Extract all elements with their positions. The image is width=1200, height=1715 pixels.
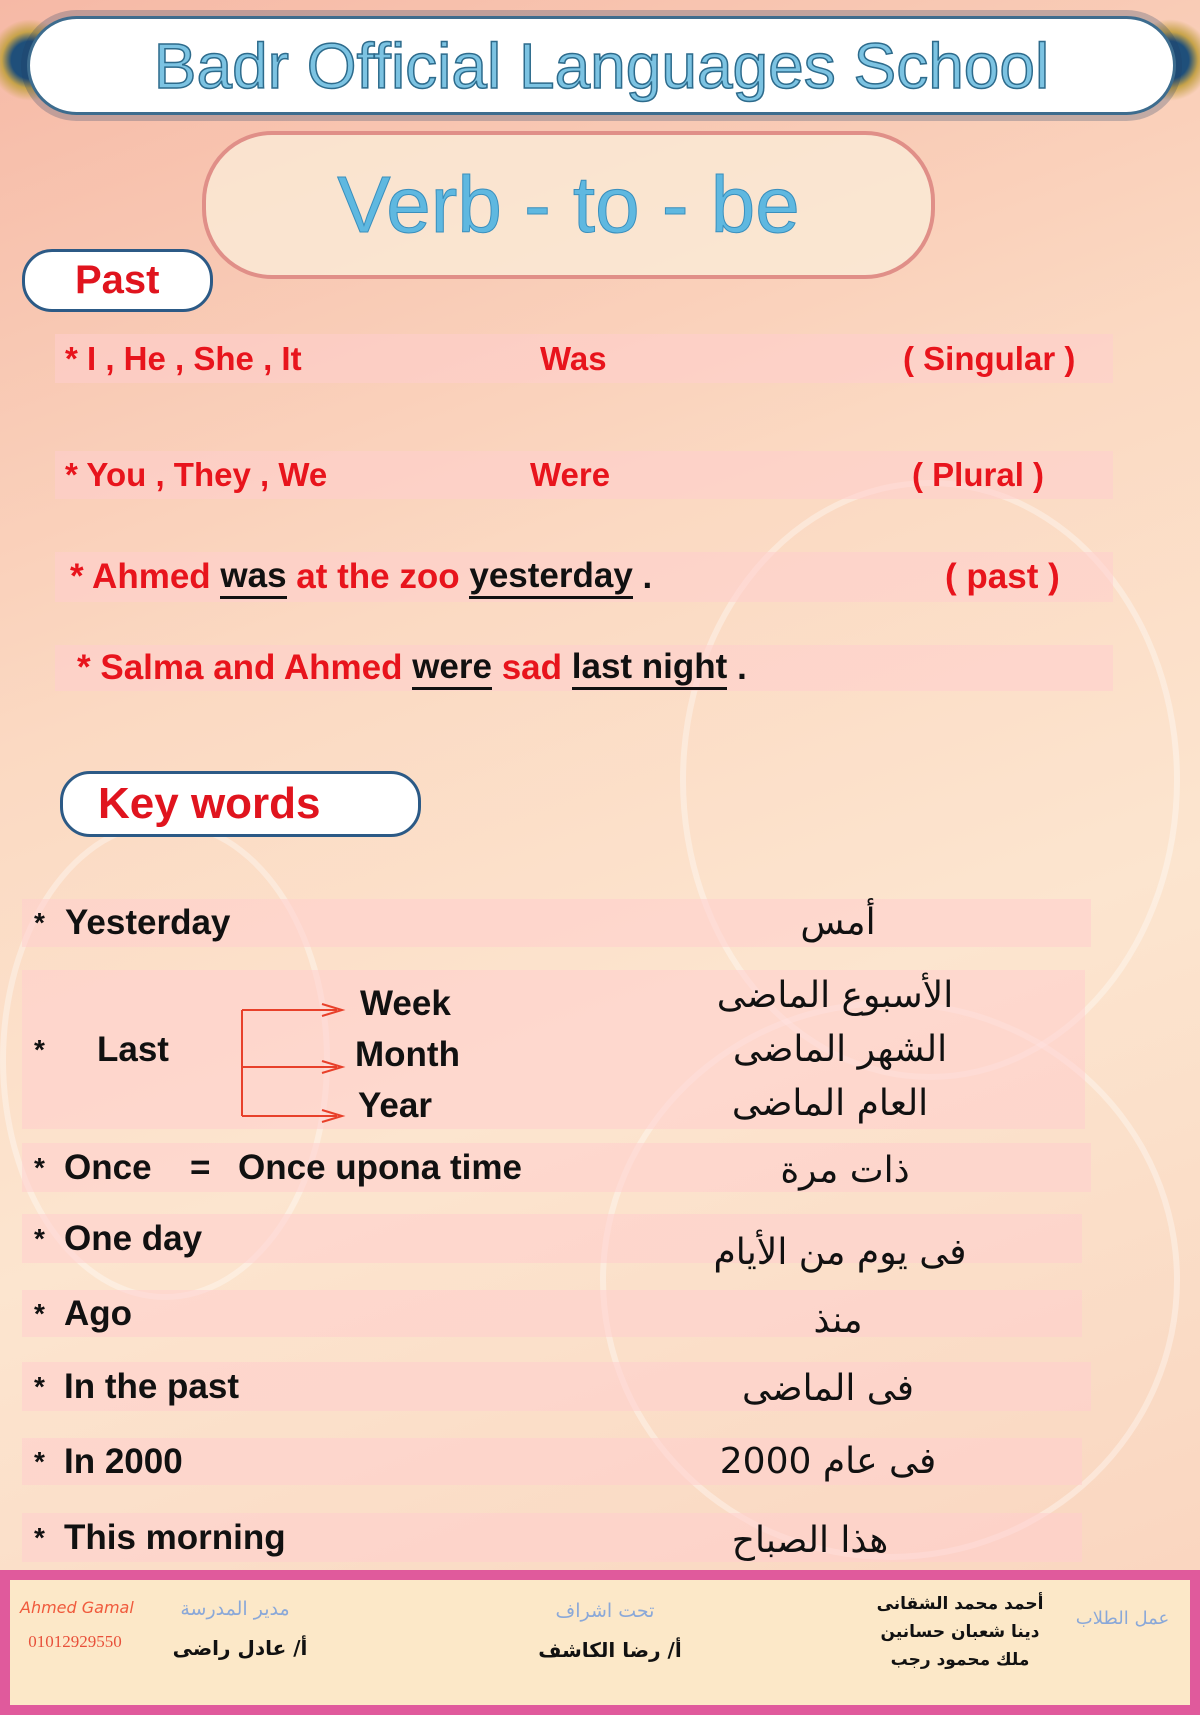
keyword-ar: الشهر الماضى [732,1029,948,1070]
subjects: * You , They , We [65,456,328,493]
keyword-en: Last [97,1029,169,1069]
past-tab [22,249,213,312]
ex-time: last night [572,647,728,690]
keyword-en: In 2000 [64,1441,183,1481]
student-name: أحمد محمد الشقانى [876,1594,1044,1614]
keyword-en: Week [360,984,451,1023]
keyword-ar: الأسبوع الماضى [716,975,954,1016]
verb: Were [530,456,611,493]
singular-row [55,334,1113,383]
school-name: Badr Official Languages School [153,29,1050,102]
bullet: * [34,1370,45,1402]
supervision-label: تحت اشراف [555,1600,655,1622]
footer [0,1570,1200,1715]
bullet: * [34,1033,45,1065]
keyword-alt: Once upona time [238,1147,522,1187]
topic-title: Verb - to - be [337,160,800,249]
ex-verb: were [412,647,492,690]
equals: = [190,1147,211,1187]
keyword-ar: العام الماضى [731,1083,929,1124]
example-row [55,552,1113,602]
period: . [737,648,747,687]
ex-verb: was [220,556,286,599]
bullet: * [34,1222,45,1254]
keyword-en: In the past [64,1366,240,1406]
plural-row [55,451,1113,499]
keyword-en: Month [355,1035,460,1074]
keyword-ar: منذ [813,1300,863,1341]
keyword-en: One day [64,1218,203,1258]
keyword-ar: ذات مرة [780,1150,910,1191]
students-label: عمل الطلاب [1075,1608,1170,1629]
bullet: * [34,1445,45,1477]
keyword-ar: فى عام 2000 [719,1441,937,1482]
period: . [642,557,653,596]
principal-label: مدير المدرسة [180,1598,290,1620]
keyword-en: Year [358,1086,432,1125]
past-label: Past [75,258,160,302]
bullet: * [34,1151,45,1183]
arrows-icon [217,970,367,1129]
phone: 01012929550 [28,1632,122,1651]
ex-subject: * Salma and Ahmed [77,648,403,687]
keyword-ar: فى الماضى [742,1368,914,1409]
student-name: دينا شعبان حسانين [880,1622,1040,1642]
ex-time: yesterday [469,556,632,599]
school-banner [27,16,1176,115]
ex-tag: ( past ) [945,557,1060,596]
keyword-en: Ago [64,1293,133,1333]
type: ( Singular ) [903,339,1076,377]
keyword-en: Yesterday [65,903,231,942]
type: ( Plural ) [912,456,1045,493]
logo: Ahmed Gamal [20,1598,134,1617]
topic-frame [202,131,935,279]
ex-middle: sad [501,648,563,687]
verb: Was [540,339,607,377]
subjects: * I , He , She , It [65,339,302,377]
principal-name: أ/ عادل راضى [172,1636,308,1660]
ex-middle: at the zoo [296,557,460,596]
ex-subject: * Ahmed [70,557,211,596]
keyword-en: Once [64,1147,152,1187]
supervisor-name: أ/ رضا الكاشف [538,1638,682,1662]
keywords-tab [60,771,421,837]
keywords-label: Key words [98,779,321,828]
keyword-ar: أمس [800,902,876,943]
keyword-ar: فى يوم من الأيام [713,1232,967,1273]
bullet: * [34,1521,45,1553]
bullet: * [34,907,45,938]
bullet: * [34,1297,45,1329]
student-name: ملك محمود رجب [890,1650,1030,1670]
keyword-ar: هذا الصباح [731,1520,889,1561]
keyword-en: This morning [64,1517,286,1557]
example-row [55,645,1113,691]
